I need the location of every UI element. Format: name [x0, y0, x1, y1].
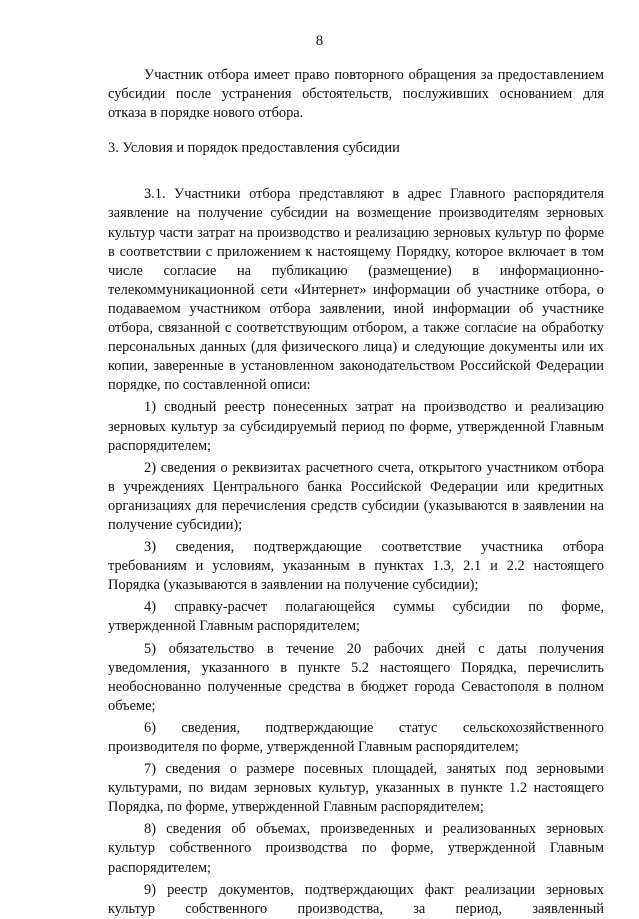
list-item-7: 7) сведения о размере посевных площадей, занятых под зерновыми культурами, по видам зерновых культур, указанных в пункте 1.2 настоящего Порядка, по форме, утвержденной Главным распорядителем;: [108, 761, 604, 816]
list-item-6: 6) сведения, подтверждающие статус сельскохозяйственного производителя по форме, утвержденной Главным распорядителем;: [108, 719, 604, 755]
list-item-9: 9) реестр документов, подтверждающих факт реализации зерновых культур собственного производства, за период, заявленный: [108, 881, 604, 917]
intro-paragraph: Участник отбора имеет право повторного обращения за предоставлением субсидии после устранения обстоятельств, послуживших основанием для отказа в порядке нового отбора.: [108, 67, 604, 122]
clause-3-1: 3.1. Участники отбора представляют в адрес Главного распорядителя заявление на получение субсидии на возмещение производителям зерновых культур части затрат на производство и реализацию зерновых культур по форме в соответствии с приложением к настоящему Порядку, которое включает в том числе согласие на публикацию (размещение) в информационно-телекоммуникационной сети «Интернет» информации об участнике отбора, о подаваемом участником отбора заявлении, иной информации об участнике отбора, связанной с соответствующим отбором, а также согласие на обработку персональных данных (для физического лица) и следующие документы или их копии, заверенные в установленном законодательством Российской Федерации порядке, по составленной описи:: [108, 186, 604, 394]
list-item-2: 2) сведения о реквизитах расчетного счета, открытого участником отбора в учреждениях Центрального банка Российской Федерации или кредитных организациях для перечисления средств субсидии (указываются в заявлении на получение субсидии);: [108, 459, 604, 533]
list-item-4: 4) справку-расчет полагающейся суммы субсидии по форме, утвержденной Главным распорядителем;: [108, 599, 604, 635]
document-body: [108, 66, 604, 919]
list-item-3: 3) сведения, подтверждающие соответствие участника отбора требованиям и условиям, указанным в пунктах 1.3, 2.1 и 2.2 настоящего Порядка (указываются в заявлении на получение субсидии);: [108, 539, 604, 594]
list-item-5: 5) обязательство в течение 20 рабочих дней с даты получения уведомления, указанного в пункте 5.2 настоящего Порядка, перечислить необоснованно полученные средства в бюджет города Севастополя в полном объеме;: [108, 640, 604, 714]
page-number: 8: [315, 33, 324, 49]
section-heading: 3. Условия и порядок предоставления субсидии: [108, 140, 400, 157]
list-item-8: 8) сведения об объемах, произведенных и реализованных зерновых культур собственного производства по форме, утвержденной Главным распорядителем;: [108, 821, 604, 876]
list-item-1: 1) сводный реестр понесенных затрат на производство и реализацию зерновых культур за субсидируемый период по форме, утвержденной Главным распорядителем;: [108, 399, 604, 454]
